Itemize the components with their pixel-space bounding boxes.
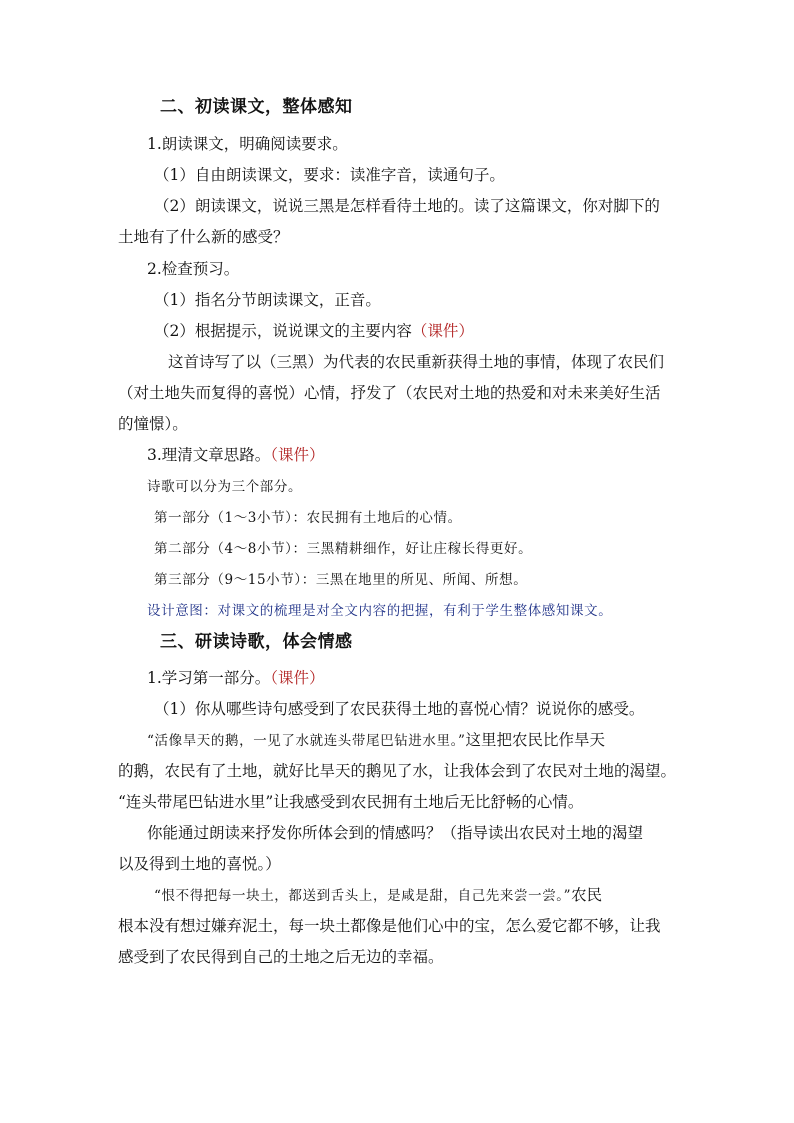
section2-item2-1: （1）指名分节朗读课文，正音。 [154,291,381,309]
structure-part2: 第二部分（4～8小节）：三黑精耕细作，好让庄稼长得更好。 [154,541,533,557]
summary-line2: （对土地失而复得的喜悦）心情，抒发了（农民对土地的热爱和对未来美好生活 [118,384,661,402]
section3-heading: 三、研读诗歌，体会情感 [160,632,353,652]
summary-line3: 的憧憬）。 [118,415,188,433]
quote1: “活像旱天的鹅，一见了水就连头带尾巴钻进水里。” [147,733,466,749]
reading-prompt-line2: 以及得到土地的喜悦。） [118,855,281,873]
summary-line1: 这首诗写了以（三黑）为代表的农民重新获得土地的事情，体现了农民们 [168,353,665,371]
analysis-line3: “连头带尾巴钻进水里”让我感受到农民拥有土地后无比舒畅的心情。 [118,793,584,811]
section2-item3 [147,445,325,465]
quote1-line [147,730,605,751]
item2-2-text: （2）根据提示，说说课文的主要内容 [154,322,412,340]
quote2-after: 农民 [571,886,603,904]
section2-item2-2 [154,321,474,341]
courseware-tag: （课件） [270,669,325,687]
analysis2-line2: 根本没有想过嫌弃泥土，每一块土都像是他们心中的宝，怎么爱它都不够，让我 [118,917,661,935]
section3-item1 [147,668,325,688]
section2-item1: 1.朗读课文，明确阅读要求。 [147,135,348,153]
courseware-tag: （课件） [270,446,325,464]
section2-item1-2-line1: （2）朗读课文，说说三黑是怎样看待土地的。读了这篇课文，你对脚下的 [154,197,660,215]
quote2: “恨不得把每一块土，都送到舌头上，是咸是甜，自己先来尝一尝。” [154,888,572,904]
section2-item1-2-line2: 土地有了什么新的感受？ [118,228,289,246]
quote2-line [154,885,602,906]
structure-part1: 第一部分（1～3小节）：农民拥有土地后的心情。 [154,510,462,526]
reading-prompt-line1: 你能通过朗读来抒发你所体会到的情感吗？（指导读出农民对土地的渴望 [147,824,644,842]
structure-part3: 第三部分（9～15小节）：三黑在地里的所见、所闻、所想。 [154,572,528,588]
item3-text: 3.理清文章思路。 [147,446,271,464]
courseware-tag: （课件） [411,322,474,340]
section2-item2: 2.检查预习。 [147,260,240,278]
design-intent: 设计意图：对课文的梳理是对全文内容的把握，有利于学生整体感知课文。 [147,603,613,619]
quote1-after: 这里把农民比作旱天 [465,731,605,749]
section3-item1-text: 1.学习第一部分。 [147,669,271,687]
section2-item1-1: （1）自由朗读课文，要求：读准字音，读通句子。 [154,166,505,184]
structure-intro: 诗歌可以分为三个部分。 [147,479,303,495]
section2-heading: 二、初读课文，整体感知 [160,97,353,117]
analysis-line2: 的鹅，农民有了土地，就好比旱天的鹅见了水，让我体会到了农民对土地的渴望。 [118,762,677,780]
analysis2-line3: 感受到了农民得到自己的土地之后无边的幸福。 [118,948,444,966]
section3-question1: （1）你从哪些诗句感受到了农民获得土地的喜悦心情？说说你的感受。 [154,700,645,718]
